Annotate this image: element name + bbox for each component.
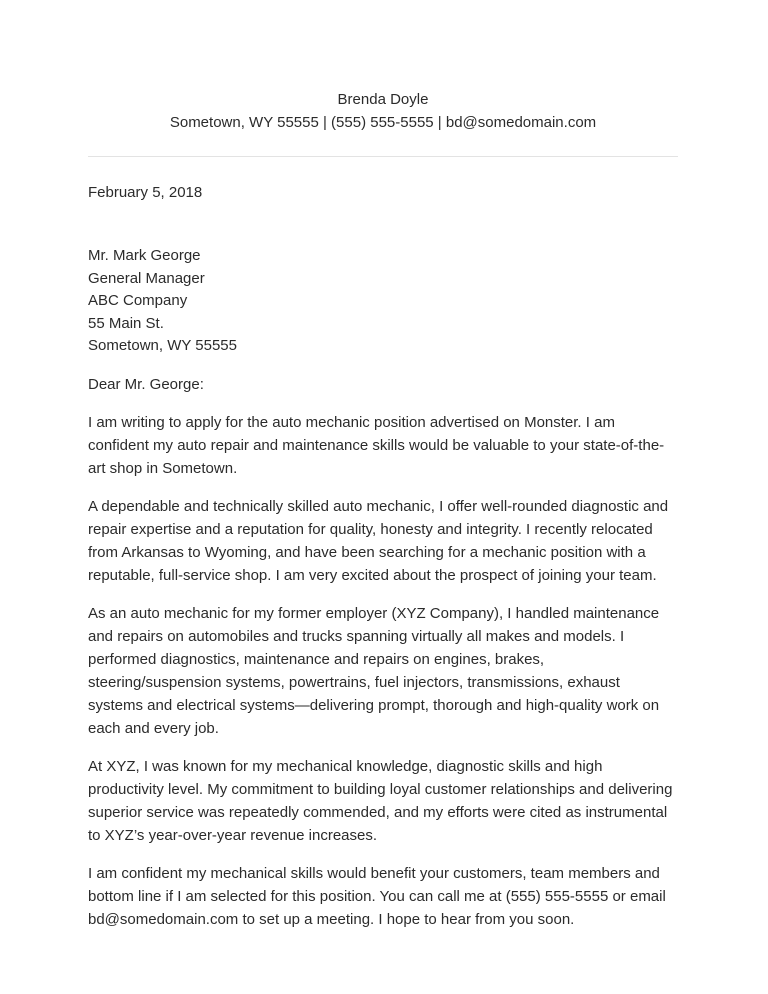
letter-date: February 5, 2018 [88,184,203,201]
sender-name: Brenda Doyle [337,91,429,108]
letterhead [88,0,678,134]
recipient-line-name: Mr. Mark George [88,247,201,264]
letter-paragraph-4: At XYZ, I was known for my mechanical knowledge, diagnostic skills and high productivity level. My commitment to building loyal customer relationships and delivering superior service was repeatedly commended, and my efforts were cited as instrumental to XYZ’s year-over-year revenue increases. [88,757,673,844]
letter-sheet [88,0,678,931]
letter-paragraph-5: I am confident my mechanical skills would benefit your customers, team members and bottom line if I am selected for this position. You can call me at (555) 555-5555 or email bd@somedomain.com to set up a meeting. I hope to hear from you soon. [88,864,666,928]
letter-paragraph-1: I am writing to apply for the auto mechanic position advertised on Monster. I am confident my auto repair and maintenance skills would be valuable to your state-of-the-art shop in Sometown. [88,413,665,477]
salutation: Dear Mr. George: [88,375,204,393]
letter-paragraph-2: A dependable and technically skilled auto mechanic, I offer well-rounded diagnostic and repair expertise and a reputation for quality, honesty and integrity. I recently relocated from Arkansas to Wyoming, and have been searching for a mechanic position with a reputable, full-service shop. I am very excited about the prospect of joining your team. [88,497,669,584]
letterhead-divider [88,156,678,157]
recipient-line-city-state-zip: Sometown, WY 55555 [88,337,237,354]
recipient-line-title: General Manager [88,269,205,287]
recipient-line-street: 55 Main St. [88,314,164,332]
recipient-address-block [88,245,678,358]
letter-body [88,411,678,931]
recipient-line-company: ABC Company [88,292,188,309]
sender-contact-line: Sometown, WY 55555 | (555) 555-5555 | bd@somedomain.com [169,114,597,131]
letter-paragraph-3: As an auto mechanic for my former employer (XYZ Company), I handled maintenance and repairs on automobiles and trucks spanning virtually all makes and models. I performed diagnostics, maintenance and repairs on engines, brakes, steering/suspension systems, powertrains, fuel injectors, transmissions, exhaust systems and electrical systems—delivering prompt, thorough and high-quality work on each and every job. [88,604,660,737]
